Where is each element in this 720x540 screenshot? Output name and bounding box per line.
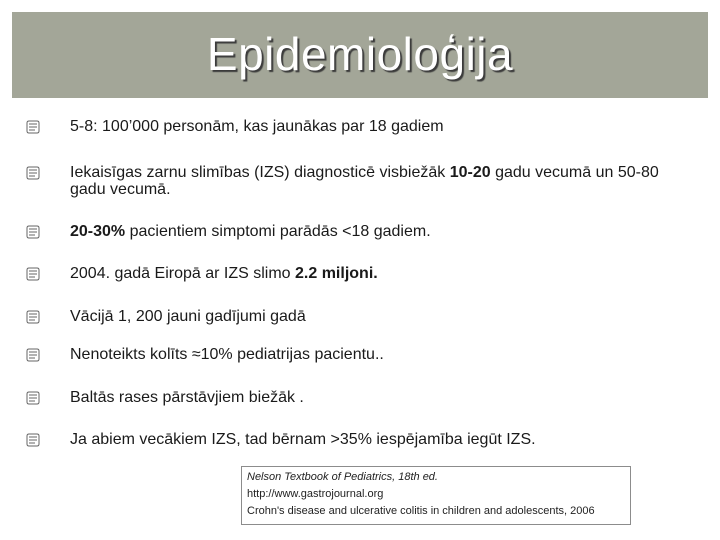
- bullet-item: [18, 431, 536, 448]
- scroll-bullet-icon: [24, 118, 42, 136]
- reference-line: Nelson Textbook of Pediatrics, 18th ed.: [247, 471, 438, 483]
- scroll-bullet-icon: [24, 308, 42, 326]
- bullet-text-bold: 10-20: [449, 164, 491, 181]
- scroll-bullet-icon: [24, 389, 42, 407]
- scroll-bullet-icon: [24, 431, 42, 449]
- bullet-item: [18, 346, 384, 363]
- bullet-item: [18, 389, 304, 406]
- bullet-text: Ja abiem vecākiem IZS, tad bērnam >35% iespējamība iegūt IZS.: [70, 431, 536, 448]
- scroll-bullet-icon: [24, 223, 42, 241]
- bullet-text: pacientiem simptomi parādās <18 gadiem.: [125, 223, 431, 240]
- bullet-item: [18, 223, 431, 240]
- bullet-item: [18, 308, 306, 325]
- bullet-text: Vācijā 1, 200 jauni gadījumi gadā: [70, 308, 306, 325]
- bullet-text: 2004. gadā Eiropā ar IZS slimo: [70, 265, 296, 282]
- scroll-bullet-icon: [24, 164, 42, 182]
- scroll-bullet-icon: [24, 346, 42, 364]
- bullet-text: Baltās rases pārstāvjiem biežāk .: [70, 389, 304, 406]
- bullet-text-bold: 20-30%: [70, 223, 126, 240]
- bullet-text-bold: 2.2 miljoni.: [295, 265, 378, 282]
- scroll-bullet-icon: [24, 265, 42, 283]
- bullet-item: [18, 265, 378, 282]
- slide-title: Epidemioloģija: [206, 28, 514, 80]
- reference-line: Crohn's disease and ulcerative colitis in children and adolescents, 2006: [247, 505, 595, 517]
- bullet-text: Nenoteikts kolīts ≈10% pediatrijas pacientu..: [70, 346, 384, 363]
- bullet-text: gadu vecumā un 50-80 gadu vecumā.: [70, 164, 659, 198]
- bullet-item: [18, 164, 698, 198]
- reference-line: http://www.gastrojournal.org: [247, 488, 384, 500]
- title-bar: [12, 12, 708, 98]
- references-box: [241, 466, 631, 525]
- bullet-text: 5-8: 100’000 personām, kas jaunākas par 18 gadiem: [70, 118, 444, 135]
- bullet-text: Iekaisīgas zarnu slimības (IZS) diagnosticē visbiežāk: [70, 164, 450, 181]
- bullet-item: [18, 118, 444, 135]
